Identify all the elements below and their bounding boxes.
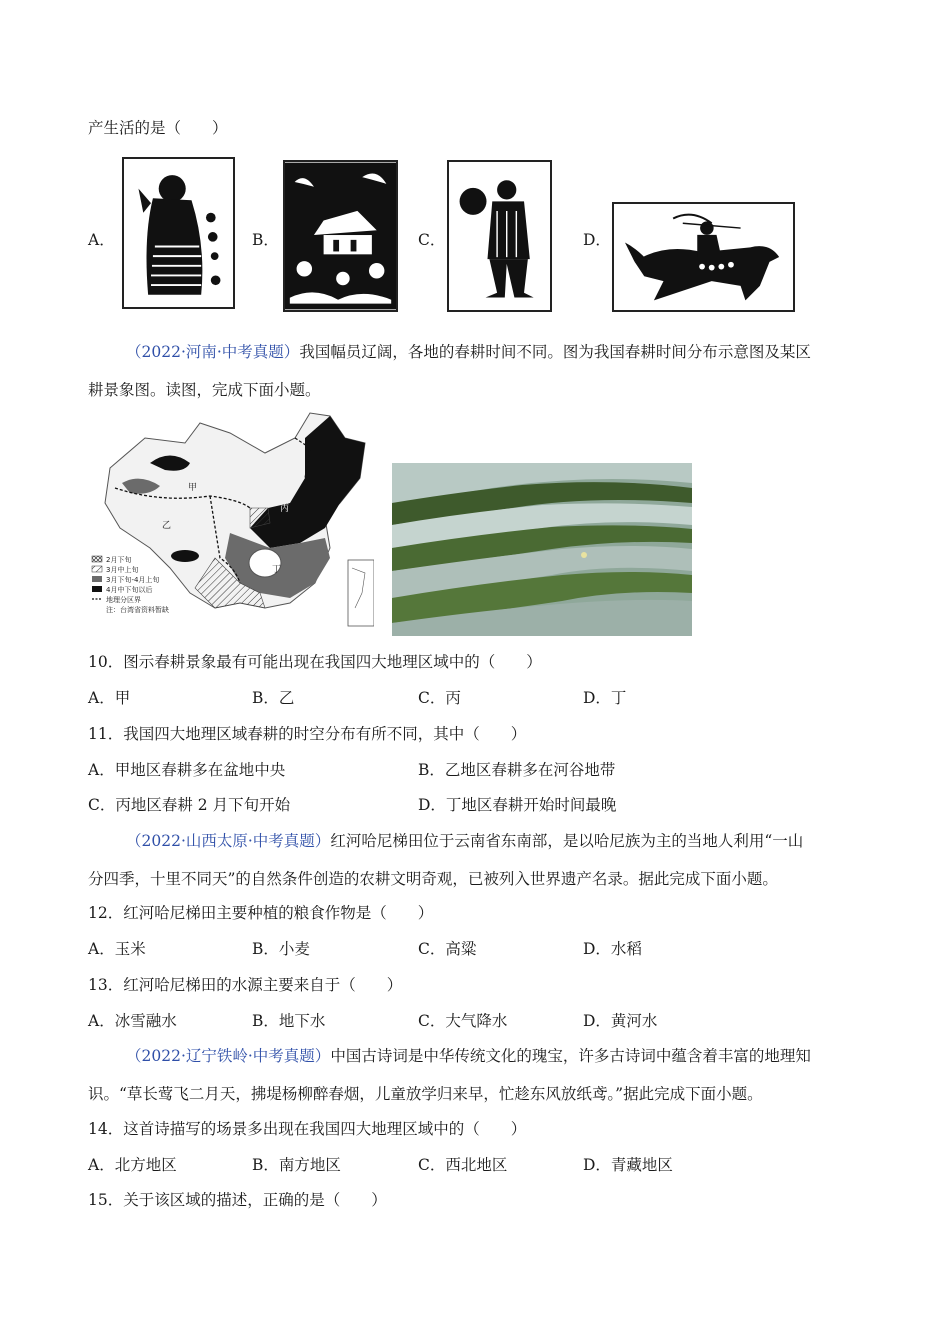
spring-plowing-map	[90, 408, 374, 630]
q13-option-a[interactable]: A．冰雪融水	[88, 1012, 177, 1030]
group3-intro-line1	[126, 1046, 811, 1066]
question-14-stem: 14．这首诗描写的场景多出现在我国四大地理区域中的（ ）	[88, 1120, 527, 1138]
map-label-jia: 甲	[188, 483, 198, 493]
group3-intro-line2: 识。“草长莺飞二月天，拂堤杨柳醉春烟，儿童放学归来早，忙趁东风放纸鸢。”据此完成下面小题。	[88, 1085, 763, 1103]
terraced-field-photo	[392, 463, 692, 636]
map-label-bing: 丙	[280, 504, 290, 514]
papercut-image-b	[283, 160, 398, 312]
image-option-b-label: B．	[252, 231, 279, 249]
q12-option-d[interactable]: D．水稻	[583, 940, 642, 958]
legend-apr-late: 4月中下旬以后	[106, 586, 153, 594]
group1-text-1: 我国幅员辽阔，各地的春耕时间不同。图为我国春耕时间分布示意图及某区	[299, 343, 811, 361]
q13-option-c[interactable]: C．大气降水	[418, 1012, 508, 1030]
q13-option-b[interactable]: B．地下水	[252, 1012, 326, 1030]
group2-text-1: 红河哈尼梯田位于云南省东南部，是以哈尼族为主的当地人利用“一山	[330, 832, 804, 850]
legend-note: 注：台湾省资料暂缺	[106, 606, 169, 614]
papercut-image-a	[122, 157, 235, 309]
legend-boundary: 地理分区界	[106, 596, 141, 604]
q11-option-b[interactable]: B．乙地区春耕多在河谷地带	[418, 761, 616, 779]
q14-option-b[interactable]: B．南方地区	[252, 1156, 341, 1174]
group1-source: （2022·河南·中考真题）	[126, 343, 300, 361]
group3-source: （2022·辽宁铁岭·中考真题）	[126, 1047, 331, 1065]
papercut-image-d	[612, 202, 795, 312]
legend-feb-late: 2月下旬	[106, 556, 132, 564]
q12-option-a[interactable]: A．玉米	[88, 940, 146, 958]
q13-option-d[interactable]: D．黄河水	[583, 1012, 658, 1030]
q14-option-d[interactable]: D．青藏地区	[583, 1156, 673, 1174]
group2-source: （2022·山西太原·中考真题）	[126, 832, 331, 850]
group1-intro-line2: 耕景象图。读图，完成下面小题。	[88, 381, 321, 399]
image-option-d-label: D．	[583, 231, 611, 249]
image-option-a-label: A．	[88, 231, 115, 249]
legend-mar-early: 3月中上旬	[106, 566, 139, 574]
q10-option-d[interactable]: D．丁	[583, 689, 627, 707]
group3-text-1: 中国古诗词是中华传统文化的瑰宝，许多古诗词中蕴含着丰富的地理知	[330, 1047, 811, 1065]
q11-option-d[interactable]: D．丁地区春耕开始时间最晚	[418, 796, 617, 814]
group2-intro-line2: 分四季，十里不同天”的自然条件创造的农耕文明奇观，已被列入世界遗产名录。据此完成下面小题。	[88, 870, 778, 888]
map-label-ding: 丁	[272, 565, 282, 575]
map-label-yi: 乙	[162, 521, 172, 531]
question-15-stem: 15．关于该区域的描述，正确的是（ ）	[88, 1191, 387, 1209]
question-13-stem: 13．红河哈尼梯田的水源主要来自于（ ）	[88, 976, 403, 994]
group2-intro-line1	[126, 831, 803, 851]
q10-option-b[interactable]: B．乙	[252, 689, 295, 707]
q12-option-c[interactable]: C．高粱	[418, 940, 477, 958]
intro-line: 产生活的是（ ）	[88, 119, 228, 137]
q14-option-c[interactable]: C．西北地区	[418, 1156, 508, 1174]
question-11-stem: 11．我国四大地理区域春耕的时空分布有所不同，其中（ ）	[88, 725, 527, 743]
group1-intro-line1	[126, 342, 811, 362]
q10-option-c[interactable]: C．丙	[418, 689, 461, 707]
q10-option-a[interactable]: A．甲	[88, 689, 131, 707]
legend-mar-apr: 3月下旬-4月上旬	[106, 576, 160, 584]
q11-option-a[interactable]: A．甲地区春耕多在盆地中央	[88, 761, 286, 779]
question-10-stem: 10．图示春耕景象最有可能出现在我国四大地理区域中的（ ）	[88, 653, 542, 671]
question-12-stem: 12．红河哈尼梯田主要种植的粮食作物是（ ）	[88, 904, 434, 922]
papercut-image-c	[447, 160, 552, 312]
q12-option-b[interactable]: B．小麦	[252, 940, 310, 958]
q14-option-a[interactable]: A．北方地区	[88, 1156, 177, 1174]
q11-option-c[interactable]: C．丙地区春耕 2 月下旬开始	[88, 796, 291, 814]
image-option-c-label: C．	[418, 231, 446, 249]
